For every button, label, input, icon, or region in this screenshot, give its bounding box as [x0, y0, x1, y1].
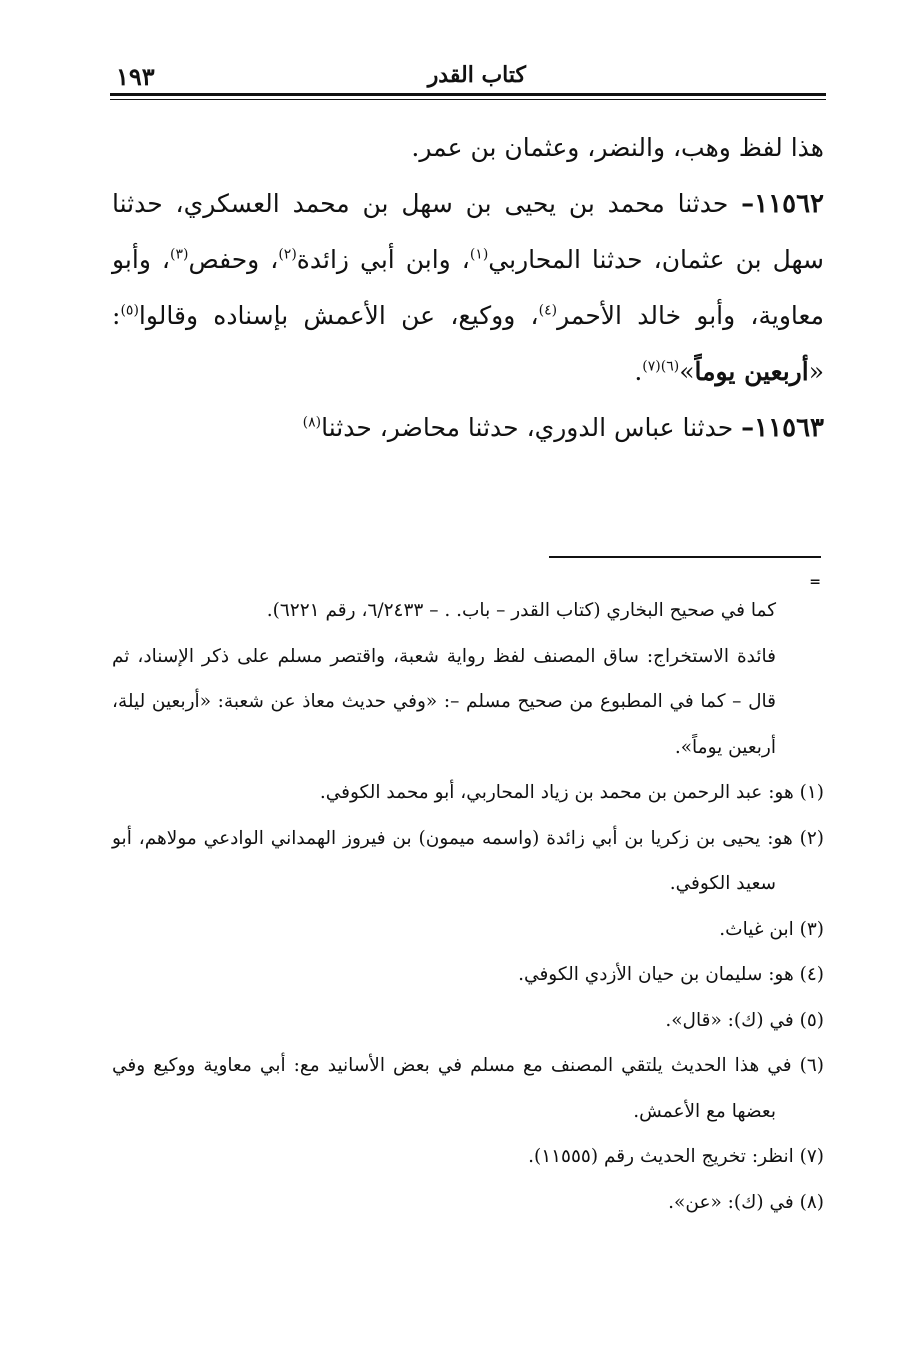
- footnote-1: (١) هو: عبد الرحمن بن محمد بن زياد المحاربي، أبو محمد الكوفي.: [319, 782, 824, 803]
- chapter-title: كتاب القدر: [427, 62, 526, 88]
- footnote-ref: (٦): [660, 358, 680, 375]
- footnote-ref: (٥): [120, 302, 139, 319]
- footnote-4: (٤) هو: سليمان بن حيان الأزدي الكوفي.: [518, 964, 824, 985]
- footnote-7: (٧) انظر: تخريج الحديث رقم (١١٥٥٥).: [528, 1146, 824, 1167]
- footnote-6: (٦) في هذا الحديث يلتقي المصنف مع مسلم في بعض الأسانيد مع: أبي معاوية ووكيع وفي بعضها مع الأعمش.: [112, 1055, 824, 1122]
- paragraph-intro: هذا لفظ وهب، والنضر، وعثمان بن عمر.: [411, 133, 824, 162]
- quoted-phrase: أربعين يوماً: [694, 357, 809, 386]
- page-number: ١٩٣: [116, 62, 155, 91]
- main-text: [112, 120, 824, 456]
- footnote-8: (٨) في (ك): «عن».: [668, 1191, 824, 1213]
- hadith-11562: ١١٥٦٢– حدثنا محمد بن يحيى بن سهل بن محمد العسكري، حدثنا سهل بن عثمان، حدثنا المحاربي$^{(١)}$، وابن أبي زائدة$^{(٢)}$، وحفص$^{(٣)}$، وأبو معاوية، وأبو خالد الأحمر$^{(٤)}$، ووكيع، عن الأعمش بإسناده وقالوا$^{(٥)}$: «أربعين يوماً»$^{(٦)(٧)}$.: [112, 189, 824, 386]
- hadith-11563: ١١٥٦٣– حدثنا عباس الدوري، حدثنا محاضر، حدثنا$^{(٨)}$: [302, 413, 824, 443]
- continuation-marker: =: [809, 574, 821, 590]
- footnote-continuation: كما في صحيح البخاري (كتاب القدر – باب. . – ٦/٢٤٣٣، رقم ٦٢٢١).: [266, 600, 776, 621]
- footnote-separator: [549, 556, 821, 558]
- header-rule-thick: [110, 93, 826, 96]
- header-rule-thin: [110, 99, 826, 100]
- footnote-ref: (٤): [538, 302, 558, 319]
- footnotes: [112, 588, 824, 1225]
- hadith-number: ١١٥٦٢–: [741, 189, 824, 219]
- footnote-5: (٥) في (ك): «قال».: [665, 1009, 824, 1031]
- footnote-ref: (٨): [302, 414, 322, 431]
- footnote-continuation-2: فائدة الاستخراج: ساق المصنف لفظ رواية شعبة، واقتصر مسلم على ذكر الإسناد، ثم قال – كما في المطبوع من صحيح مسلم –: «وفي حديث معاذ عن شعبة: «أربعين ليلة، أربعين يوماً».: [112, 645, 776, 758]
- footnote-ref: (٧): [642, 358, 661, 375]
- footnote-ref: (٢): [278, 246, 297, 263]
- footnote-ref: (١): [469, 246, 489, 263]
- footnote-3: (٣) ابن غياث.: [719, 918, 824, 940]
- footnote-ref: (٣): [169, 246, 189, 263]
- hadith-number: ١١٥٦٣–: [741, 413, 824, 443]
- footnote-2: (٢) هو: يحيى بن زكريا بن أبي زائدة (واسمه ميمون) بن فيروز الهمداني الوادعي مولاهم، أبو سعيد الكوفي.: [112, 827, 824, 894]
